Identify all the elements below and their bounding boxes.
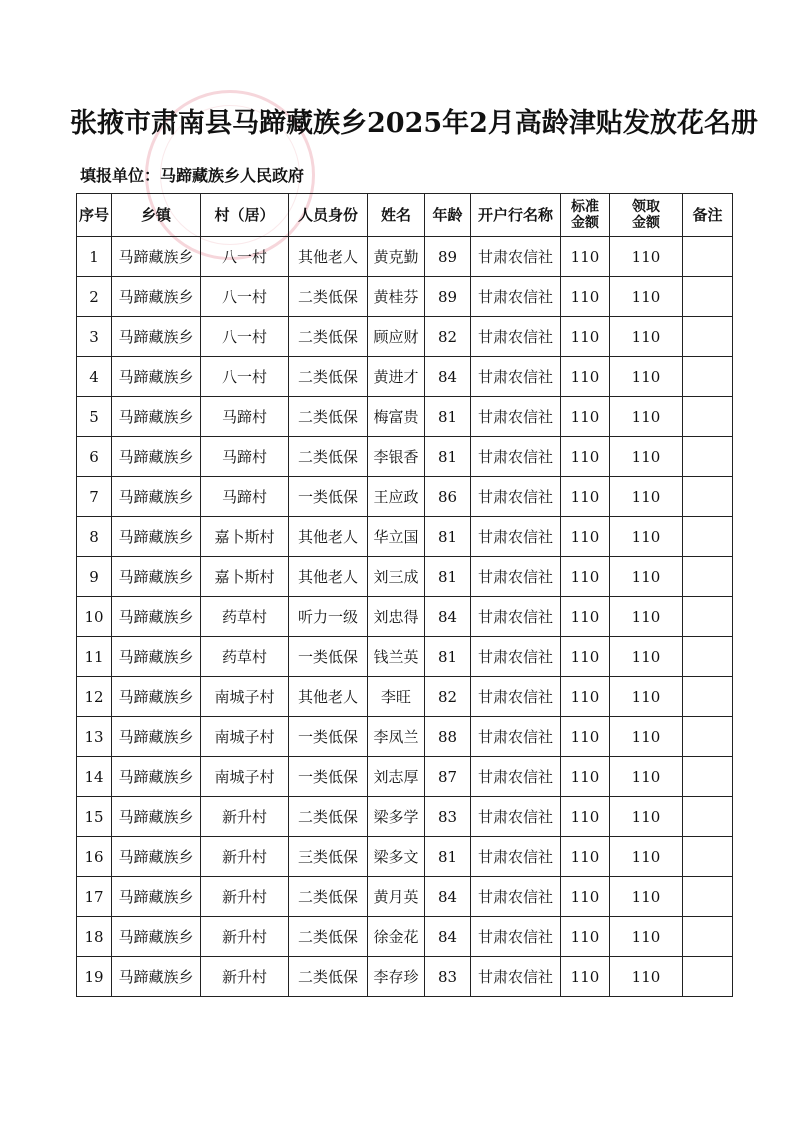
cell-village: 八一村	[201, 277, 289, 317]
cell-standard-amount: 110	[561, 277, 610, 317]
cell-standard-amount: 110	[561, 717, 610, 757]
cell-bank: 甘肃农信社	[471, 597, 561, 637]
cell-identity: 其他老人	[289, 517, 368, 557]
cell-age: 82	[425, 317, 471, 357]
cell-remark	[683, 837, 733, 877]
cell-standard-amount: 110	[561, 397, 610, 437]
cell-received-amount: 110	[610, 957, 683, 997]
cell-name: 徐金花	[368, 917, 425, 957]
cell-remark	[683, 797, 733, 837]
cell-bank: 甘肃农信社	[471, 277, 561, 317]
cell-standard-amount: 110	[561, 877, 610, 917]
cell-age: 81	[425, 637, 471, 677]
cell-remark	[683, 477, 733, 517]
cell-town: 马蹄藏族乡	[112, 597, 201, 637]
cell-town: 马蹄藏族乡	[112, 557, 201, 597]
cell-name: 华立国	[368, 517, 425, 557]
cell-town: 马蹄藏族乡	[112, 677, 201, 717]
cell-bank: 甘肃农信社	[471, 317, 561, 357]
cell-town: 马蹄藏族乡	[112, 397, 201, 437]
cell-standard-amount: 110	[561, 357, 610, 397]
cell-town: 马蹄藏族乡	[112, 437, 201, 477]
cell-bank: 甘肃农信社	[471, 357, 561, 397]
cell-age: 83	[425, 797, 471, 837]
cell-town: 马蹄藏族乡	[112, 917, 201, 957]
cell-identity: 一类低保	[289, 637, 368, 677]
cell-bank: 甘肃农信社	[471, 877, 561, 917]
document-title: 张掖市肃南县马蹄藏族乡2025年2月高龄津贴发放花名册	[70, 108, 758, 139]
cell-received-amount: 110	[610, 237, 683, 277]
cell-name: 李存珍	[368, 957, 425, 997]
header-remark: 备注	[683, 194, 733, 237]
cell-index: 7	[77, 477, 112, 517]
cell-village: 南城子村	[201, 677, 289, 717]
cell-bank: 甘肃农信社	[471, 557, 561, 597]
cell-identity: 一类低保	[289, 477, 368, 517]
cell-remark	[683, 277, 733, 317]
cell-name: 李银香	[368, 437, 425, 477]
cell-received-amount: 110	[610, 837, 683, 877]
reporting-unit: 填报单位：马蹄藏族乡人民政府	[80, 166, 305, 185]
cell-index: 9	[77, 557, 112, 597]
cell-name: 梁多学	[368, 797, 425, 837]
table-row	[77, 717, 733, 757]
cell-identity: 二类低保	[289, 957, 368, 997]
cell-received-amount: 110	[610, 637, 683, 677]
cell-standard-amount: 110	[561, 797, 610, 837]
cell-bank: 甘肃农信社	[471, 717, 561, 757]
cell-town: 马蹄藏族乡	[112, 957, 201, 997]
cell-identity: 其他老人	[289, 557, 368, 597]
cell-index: 1	[77, 237, 112, 277]
table-body	[77, 237, 733, 997]
cell-standard-amount: 110	[561, 437, 610, 477]
cell-age: 88	[425, 717, 471, 757]
cell-identity: 二类低保	[289, 877, 368, 917]
header-bank: 开户行名称	[471, 194, 561, 237]
cell-remark	[683, 557, 733, 597]
cell-index: 8	[77, 517, 112, 557]
subsidy-roster-table	[76, 193, 733, 997]
cell-index: 4	[77, 357, 112, 397]
cell-standard-amount: 110	[561, 637, 610, 677]
cell-town: 马蹄藏族乡	[112, 277, 201, 317]
cell-identity: 二类低保	[289, 357, 368, 397]
cell-town: 马蹄藏族乡	[112, 517, 201, 557]
cell-bank: 甘肃农信社	[471, 957, 561, 997]
cell-name: 刘志厚	[368, 757, 425, 797]
cell-village: 新升村	[201, 877, 289, 917]
table-row	[77, 597, 733, 637]
cell-identity: 一类低保	[289, 717, 368, 757]
cell-name: 黄克勤	[368, 237, 425, 277]
cell-index: 14	[77, 757, 112, 797]
cell-standard-amount: 110	[561, 557, 610, 597]
table-row	[77, 357, 733, 397]
cell-age: 81	[425, 837, 471, 877]
cell-bank: 甘肃农信社	[471, 237, 561, 277]
cell-name: 黄桂芬	[368, 277, 425, 317]
cell-age: 82	[425, 677, 471, 717]
cell-age: 89	[425, 277, 471, 317]
cell-remark	[683, 597, 733, 637]
cell-remark	[683, 877, 733, 917]
cell-remark	[683, 237, 733, 277]
cell-received-amount: 110	[610, 557, 683, 597]
cell-identity: 其他老人	[289, 237, 368, 277]
cell-age: 87	[425, 757, 471, 797]
cell-identity: 二类低保	[289, 397, 368, 437]
cell-standard-amount: 110	[561, 917, 610, 957]
header-age: 年龄	[425, 194, 471, 237]
cell-remark	[683, 517, 733, 557]
cell-name: 黄月英	[368, 877, 425, 917]
cell-index: 5	[77, 397, 112, 437]
header-standard-amount-line1: 标准	[571, 199, 599, 215]
cell-bank: 甘肃农信社	[471, 837, 561, 877]
header-village: 村（居）	[201, 194, 289, 237]
cell-village: 嘉卜斯村	[201, 517, 289, 557]
cell-received-amount: 110	[610, 477, 683, 517]
cell-village: 新升村	[201, 957, 289, 997]
cell-index: 13	[77, 717, 112, 757]
cell-town: 马蹄藏族乡	[112, 477, 201, 517]
cell-received-amount: 110	[610, 877, 683, 917]
header-standard-amount-line2: 金额	[571, 215, 599, 231]
cell-remark	[683, 717, 733, 757]
cell-index: 18	[77, 917, 112, 957]
cell-identity: 其他老人	[289, 677, 368, 717]
table-row	[77, 677, 733, 717]
cell-remark	[683, 357, 733, 397]
cell-received-amount: 110	[610, 677, 683, 717]
cell-identity: 二类低保	[289, 437, 368, 477]
table-row	[77, 477, 733, 517]
cell-bank: 甘肃农信社	[471, 477, 561, 517]
cell-age: 81	[425, 437, 471, 477]
cell-received-amount: 110	[610, 517, 683, 557]
cell-bank: 甘肃农信社	[471, 517, 561, 557]
cell-received-amount: 110	[610, 437, 683, 477]
cell-village: 药草村	[201, 637, 289, 677]
cell-standard-amount: 110	[561, 837, 610, 877]
table-row	[77, 277, 733, 317]
cell-remark	[683, 437, 733, 477]
cell-identity: 二类低保	[289, 277, 368, 317]
cell-identity: 一类低保	[289, 757, 368, 797]
cell-bank: 甘肃农信社	[471, 757, 561, 797]
cell-index: 17	[77, 877, 112, 917]
cell-index: 12	[77, 677, 112, 717]
cell-standard-amount: 110	[561, 237, 610, 277]
table-row	[77, 877, 733, 917]
cell-town: 马蹄藏族乡	[112, 357, 201, 397]
cell-remark	[683, 757, 733, 797]
table-row	[77, 397, 733, 437]
cell-name: 刘忠得	[368, 597, 425, 637]
table-row	[77, 757, 733, 797]
cell-standard-amount: 110	[561, 597, 610, 637]
cell-age: 81	[425, 517, 471, 557]
cell-town: 马蹄藏族乡	[112, 837, 201, 877]
cell-bank: 甘肃农信社	[471, 917, 561, 957]
cell-age: 81	[425, 397, 471, 437]
header-received-amount-line2: 金额	[632, 215, 660, 231]
cell-village: 马蹄村	[201, 477, 289, 517]
cell-village: 新升村	[201, 797, 289, 837]
cell-identity: 三类低保	[289, 837, 368, 877]
cell-bank: 甘肃农信社	[471, 637, 561, 677]
cell-standard-amount: 110	[561, 317, 610, 357]
cell-town: 马蹄藏族乡	[112, 717, 201, 757]
cell-name: 顾应财	[368, 317, 425, 357]
cell-index: 16	[77, 837, 112, 877]
cell-age: 81	[425, 557, 471, 597]
cell-index: 3	[77, 317, 112, 357]
table-row	[77, 237, 733, 277]
cell-received-amount: 110	[610, 717, 683, 757]
cell-remark	[683, 917, 733, 957]
cell-bank: 甘肃农信社	[471, 437, 561, 477]
cell-index: 19	[77, 957, 112, 997]
header-town: 乡镇	[112, 194, 201, 237]
cell-village: 八一村	[201, 317, 289, 357]
cell-village: 南城子村	[201, 717, 289, 757]
table-row	[77, 797, 733, 837]
cell-received-amount: 110	[610, 797, 683, 837]
cell-index: 15	[77, 797, 112, 837]
header-received-amount	[610, 194, 683, 237]
cell-age: 84	[425, 877, 471, 917]
cell-standard-amount: 110	[561, 477, 610, 517]
cell-identity: 二类低保	[289, 797, 368, 837]
cell-village: 药草村	[201, 597, 289, 637]
table-row	[77, 637, 733, 677]
cell-name: 李凤兰	[368, 717, 425, 757]
cell-village: 八一村	[201, 357, 289, 397]
cell-received-amount: 110	[610, 757, 683, 797]
cell-received-amount: 110	[610, 277, 683, 317]
cell-village: 新升村	[201, 917, 289, 957]
cell-received-amount: 110	[610, 397, 683, 437]
cell-name: 李旺	[368, 677, 425, 717]
cell-standard-amount: 110	[561, 957, 610, 997]
cell-name: 梅富贵	[368, 397, 425, 437]
cell-village: 马蹄村	[201, 397, 289, 437]
cell-name: 钱兰英	[368, 637, 425, 677]
cell-received-amount: 110	[610, 357, 683, 397]
table-row	[77, 517, 733, 557]
cell-town: 马蹄藏族乡	[112, 237, 201, 277]
header-standard-amount	[561, 194, 610, 237]
cell-town: 马蹄藏族乡	[112, 317, 201, 357]
cell-village: 马蹄村	[201, 437, 289, 477]
cell-town: 马蹄藏族乡	[112, 797, 201, 837]
cell-name: 王应政	[368, 477, 425, 517]
cell-index: 11	[77, 637, 112, 677]
cell-village: 八一村	[201, 237, 289, 277]
cell-identity: 二类低保	[289, 917, 368, 957]
cell-remark	[683, 637, 733, 677]
cell-index: 6	[77, 437, 112, 477]
cell-age: 89	[425, 237, 471, 277]
table-row	[77, 957, 733, 997]
table-row	[77, 917, 733, 957]
cell-town: 马蹄藏族乡	[112, 877, 201, 917]
cell-age: 84	[425, 357, 471, 397]
cell-bank: 甘肃农信社	[471, 397, 561, 437]
table-row	[77, 317, 733, 357]
cell-standard-amount: 110	[561, 757, 610, 797]
table-row	[77, 557, 733, 597]
cell-index: 2	[77, 277, 112, 317]
table-row	[77, 437, 733, 477]
cell-village: 嘉卜斯村	[201, 557, 289, 597]
cell-age: 84	[425, 917, 471, 957]
cell-age: 83	[425, 957, 471, 997]
header-index: 序号	[77, 194, 112, 237]
cell-age: 84	[425, 597, 471, 637]
cell-received-amount: 110	[610, 917, 683, 957]
cell-town: 马蹄藏族乡	[112, 637, 201, 677]
cell-name: 刘三成	[368, 557, 425, 597]
header-received-amount-line1: 领取	[632, 199, 660, 215]
cell-index: 10	[77, 597, 112, 637]
cell-identity: 听力一级	[289, 597, 368, 637]
cell-bank: 甘肃农信社	[471, 677, 561, 717]
cell-remark	[683, 317, 733, 357]
cell-remark	[683, 397, 733, 437]
table-row	[77, 837, 733, 877]
cell-name: 梁多文	[368, 837, 425, 877]
cell-standard-amount: 110	[561, 517, 610, 557]
cell-remark	[683, 677, 733, 717]
cell-village: 新升村	[201, 837, 289, 877]
cell-village: 南城子村	[201, 757, 289, 797]
cell-received-amount: 110	[610, 317, 683, 357]
cell-received-amount: 110	[610, 597, 683, 637]
cell-standard-amount: 110	[561, 677, 610, 717]
table-header-row	[77, 194, 733, 237]
cell-identity: 二类低保	[289, 317, 368, 357]
cell-name: 黄进才	[368, 357, 425, 397]
cell-age: 86	[425, 477, 471, 517]
cell-town: 马蹄藏族乡	[112, 757, 201, 797]
header-identity: 人员身份	[289, 194, 368, 237]
cell-remark	[683, 957, 733, 997]
cell-bank: 甘肃农信社	[471, 797, 561, 837]
header-name: 姓名	[368, 194, 425, 237]
